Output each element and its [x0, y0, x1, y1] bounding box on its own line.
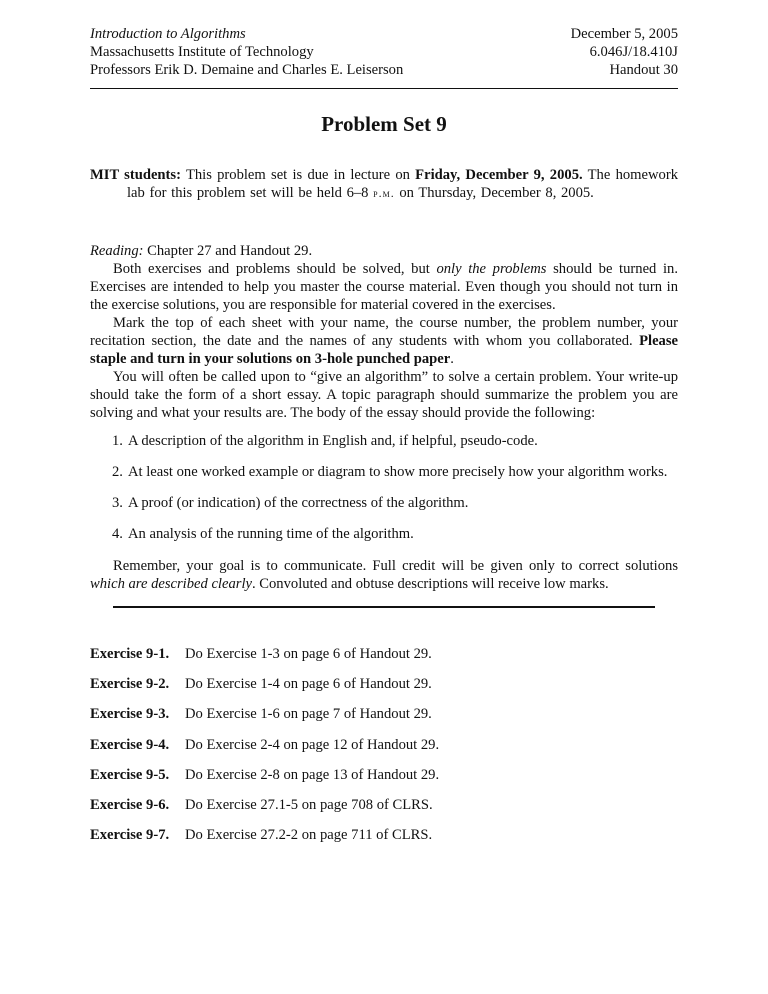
para2-end: .: [450, 351, 454, 367]
due-date: Friday, December 9, 2005.: [415, 167, 583, 183]
reading-text: Chapter 27 and Handout 29.: [147, 243, 313, 259]
exercise-text: Do Exercise 2-8 on page 13 of Handout 29.: [185, 766, 440, 783]
list-number: 4.: [112, 526, 123, 542]
list-text: An analysis of the running time of the algorithm.: [128, 526, 414, 542]
due-notice: [90, 166, 678, 202]
exercise-text: Do Exercise 27.2-2 on page 711 of CLRS.: [185, 827, 433, 844]
list-item: [90, 432, 678, 463]
para2-text: Mark the top of each sheet with your name, the course number, the problem number, your recitation section, the date and the names of any students with whom you collaborated.: [90, 315, 678, 349]
header-divider: [90, 88, 678, 89]
section-divider: [113, 606, 655, 608]
staple-instruction: Please staple and turn in your solutions on 3-hole punched paper: [90, 333, 678, 367]
exercise-text: Do Exercise 1-4 on page 6 of Handout 29.: [185, 676, 432, 693]
exercise-label: Exercise 9-3.: [90, 706, 170, 723]
list-text: A proof (or indication) of the correctness of the algorithm.: [128, 495, 469, 511]
remember-text-b: . Convoluted and obtuse descriptions will receive low marks.: [251, 576, 609, 592]
list-number: 1.: [112, 433, 123, 449]
exercise-label: Exercise 9-5.: [90, 766, 170, 783]
lab-date: on Thursday, December 8, 2005.: [399, 185, 594, 201]
exercise-item: [90, 645, 678, 675]
lab-text: lab for this problem set will be held 6–8: [127, 185, 369, 201]
list-text: A description of the algorithm in English and, if helpful, pseudo-code.: [128, 433, 538, 449]
list-text: At least one worked example or diagram to show more precisely how your algorithm works.: [128, 464, 668, 480]
exercise-label: Exercise 9-6.: [90, 796, 170, 813]
remember-emphasis: which are described clearly: [90, 576, 252, 592]
reading-label: Reading:: [90, 243, 144, 259]
exercise-label: Exercise 9-4.: [90, 736, 170, 753]
header-left: [90, 25, 403, 79]
paragraph-algorithm: You will often be called upon to “give an algorithm” to solve a certain problem. Your write-up should take the form of a short essay. A topic paragraph should summarize the problem you are solving and what your results are. The body of the essay should provide the following:: [90, 369, 678, 421]
exercise-text: Do Exercise 1-6 on page 7 of Handout 29.: [185, 706, 432, 723]
exercise-list: [90, 645, 678, 856]
list-item: [90, 525, 678, 556]
paragraph-exercises: [90, 260, 678, 314]
paragraph-remember: [90, 557, 678, 593]
header-right: [571, 25, 678, 79]
institution: Massachusetts Institute of Technology: [90, 44, 314, 60]
exercise-item: [90, 705, 678, 735]
para1-emphasis: only the problems: [436, 261, 547, 277]
requirements-list: [90, 432, 678, 556]
pm-label: p.m.: [373, 186, 395, 200]
exercise-item: [90, 826, 678, 856]
reading-line: [90, 242, 678, 260]
list-item: [90, 494, 678, 525]
list-item: [90, 463, 678, 494]
exercise-item: [90, 675, 678, 705]
exercise-item: [90, 796, 678, 826]
exercise-text: Do Exercise 1-3 on page 6 of Handout 29.: [185, 646, 432, 662]
page-header: [90, 25, 678, 85]
exercise-item: [90, 766, 678, 796]
remember-text-a: Remember, your goal is to communicate. Full credit will be given only to correct solutions: [113, 558, 678, 574]
list-number: 3.: [112, 495, 123, 511]
page-title: Problem Set 9: [321, 112, 447, 136]
exercise-label: Exercise 9-2.: [90, 676, 170, 693]
notice-line-1: [90, 166, 678, 184]
course-number: 6.046J/18.410J: [589, 44, 678, 60]
professors: Professors Erik D. Demaine and Charles E. Leiserson: [90, 62, 404, 78]
notice-text-2: The homework: [587, 167, 678, 183]
para1-text-b: should be turned in. Exercises are intended to help you master the course material. Even though you should not turn in the exercise solutions, you are responsible for material covered in the exercises.: [90, 261, 678, 313]
exercise-label: Exercise 9-1.: [90, 646, 170, 662]
exercise-item: [90, 736, 678, 766]
notice-lead: MIT students:: [90, 167, 181, 183]
notice-line-2: [90, 184, 678, 202]
list-number: 2.: [112, 464, 123, 480]
exercise-label: Exercise 9-7.: [90, 827, 170, 844]
paragraph-submission: [90, 314, 678, 368]
handout-number: Handout 30: [609, 62, 678, 78]
instructions: [90, 242, 678, 422]
notice-text-1: This problem set is due in lecture on: [185, 167, 410, 183]
course-name: Introduction to Algorithms: [90, 26, 246, 42]
exercise-text: Do Exercise 2-4 on page 12 of Handout 29.: [185, 736, 440, 753]
para1-text-a: Both exercises and problems should be solved, but: [113, 261, 430, 277]
header-date: December 5, 2005: [570, 26, 678, 42]
exercise-text: Do Exercise 27.1-5 on page 708 of CLRS.: [185, 796, 433, 813]
